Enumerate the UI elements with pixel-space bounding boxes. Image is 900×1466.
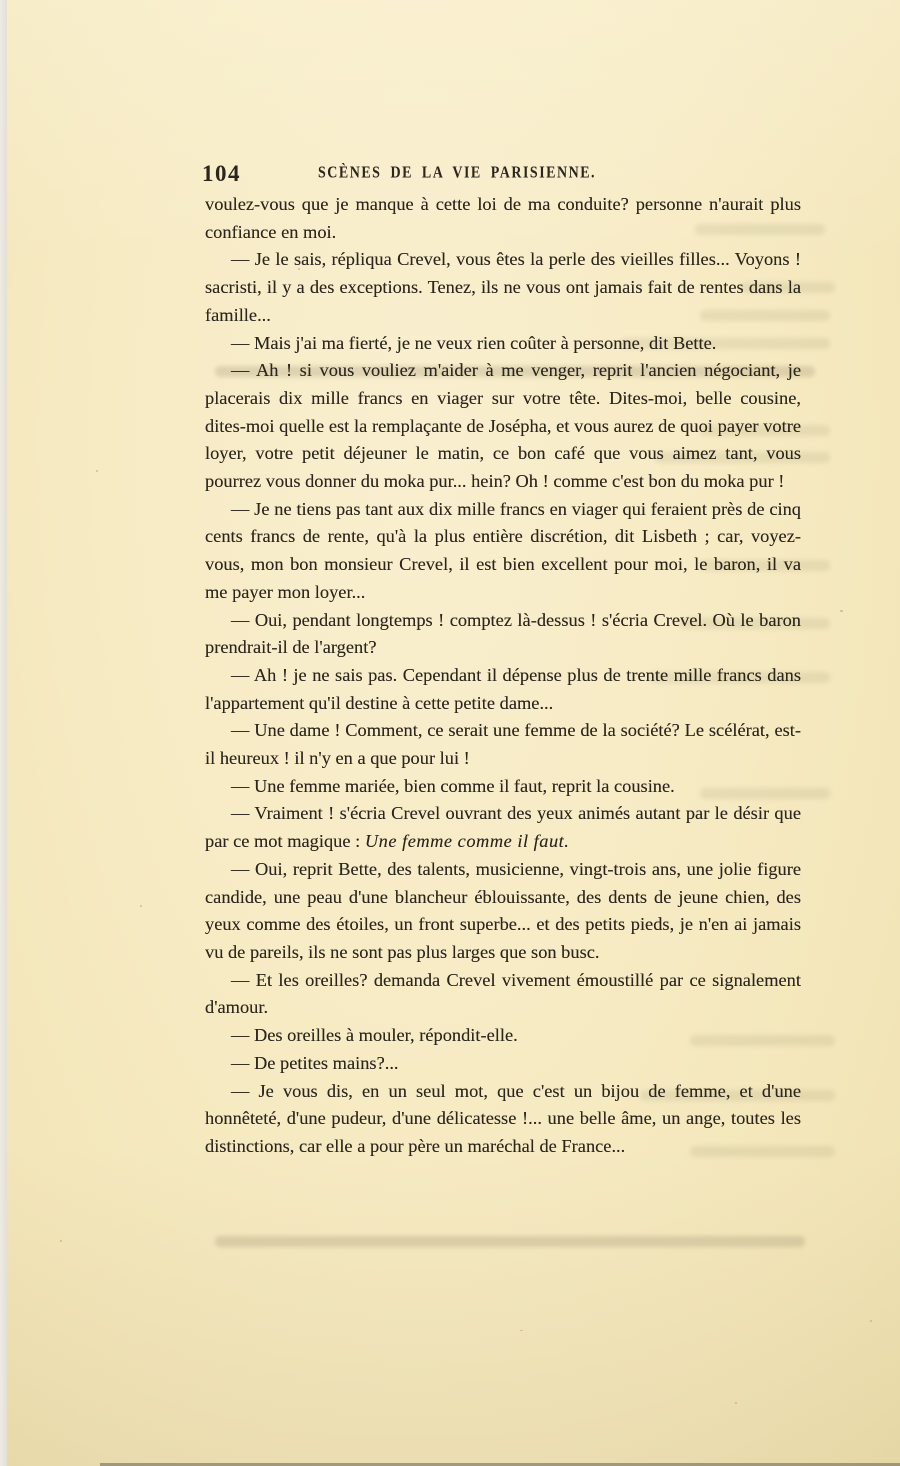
paragraph-italic: Une femme comme il faut. [364, 831, 570, 852]
paragraph-text: — Oui, reprit Bette, des talents, musicienne, vingt-trois ans, une jolie figure candide, une peau d'une blancheur éblouissante, des dents de jeune chien, des yeux comme des étoiles, un front superbe... et des petits pieds, je n'en ai jamais vu de pareils, ils ne sont pas plus larges que son busc. [205, 858, 801, 962]
paper-speck [60, 1240, 62, 1242]
paragraph [205, 1078, 801, 1161]
paragraph-text: — Je le sais, répliqua Crevel, vous êtes la perle des vieilles filles... Voyons ! sacristi, il y a des exceptions. Tenez, ils ne vous ont jamais fait de rentes dans la famille... [205, 249, 801, 325]
running-title: SCÈNES DE LA VIE PARISIENNE. [318, 164, 597, 183]
paragraph [205, 717, 801, 772]
paragraph-text: — Ah ! si vous vouliez m'aider à me venger, reprit l'ancien négociant, je placerais dix mille francs en viager sur votre tête. Dites-moi, belle cousine, dites-moi quelle est la remplaçante de Josépha, et vous aurez de quoi payer votre loyer, votre petit déjeuner le matin, ce bon café que vous aimez tant, vous pourrez vous donner du moka pur... hein? Oh ! comme c'est bon du moka pur ! [205, 360, 801, 492]
paragraph-text: — Vraiment ! s'écria Crevel ouvrant des yeux animés autant par le désir que par ce mot magique : [205, 803, 801, 852]
paragraph-text: — Je ne tiens pas tant aux dix mille francs en viager qui feraient près de cinq cents francs de rente, qu'à la plus entière discrétion, dit Lisbeth ; car, voyez-vous, mon bon monsieur Crevel, il est bien excellent pour moi, le baron, il va me payer mon loyer... [205, 498, 801, 602]
paragraph [205, 856, 801, 967]
bleedthrough-mark [215, 1236, 805, 1247]
scan-edge-left [0, 0, 7, 1466]
paragraph [205, 773, 801, 801]
paragraph [205, 330, 801, 358]
paragraph-text: — Mais j'ai ma fierté, je ne veux rien coûter à personne, dit Bette. [231, 332, 717, 353]
paragraph-text: — Une femme mariée, bien comme il faut, reprit la cousine. [231, 775, 675, 796]
paragraph-text: — Des oreilles à mouler, répondit-elle. [231, 1025, 518, 1046]
paper-speck [140, 905, 142, 907]
paragraph [205, 800, 801, 855]
paper-speck [520, 1330, 523, 1331]
paragraph [205, 191, 801, 246]
paragraph [205, 1050, 801, 1078]
page-number: 104 [202, 161, 241, 186]
paragraph [205, 1022, 801, 1050]
paper-speck [870, 1320, 872, 1322]
text-block [205, 191, 801, 1161]
paragraph-text: — De petites mains?... [231, 1052, 399, 1073]
paragraph [205, 967, 801, 1022]
paper-speck [96, 470, 98, 472]
paragraph-text: — Une dame ! Comment, ce serait une femme de la société? Le scélérat, est-il heureux ! il n'y en a que pour lui ! [205, 720, 801, 769]
paragraph [205, 662, 801, 717]
paragraph-text: voulez-vous que je manque à cette loi de ma conduite? personne n'aurait plus confiance en moi. [205, 194, 801, 242]
paper-speck [735, 1402, 737, 1404]
paragraph [205, 357, 801, 496]
paragraph-text: — Oui, pendant longtemps ! comptez là-dessus ! s'écria Crevel. Où le baron prendrait-il de l'argent? [205, 609, 801, 658]
paragraph-text: — Ah ! je ne sais pas. Cependant il dépense plus de trente mille francs dans l'appartement qu'il destine à cette petite dame... [205, 664, 801, 713]
paragraph-text: — Et les oreilles? demanda Crevel vivement émoustillé par ce signalement d'amour. [205, 969, 801, 1018]
paragraph [205, 496, 801, 607]
paper-speck [840, 610, 843, 612]
paragraph [205, 246, 801, 329]
paragraph-text: — Je vous dis, en un seul mot, que c'est un bijou de femme, et d'une honnêteté, d'une pudeur, d'une délicatesse !... une belle âme, un ange, toutes les distinctions, car elle a pour père un maréchal de France... [205, 1080, 801, 1156]
paragraph [205, 607, 801, 662]
